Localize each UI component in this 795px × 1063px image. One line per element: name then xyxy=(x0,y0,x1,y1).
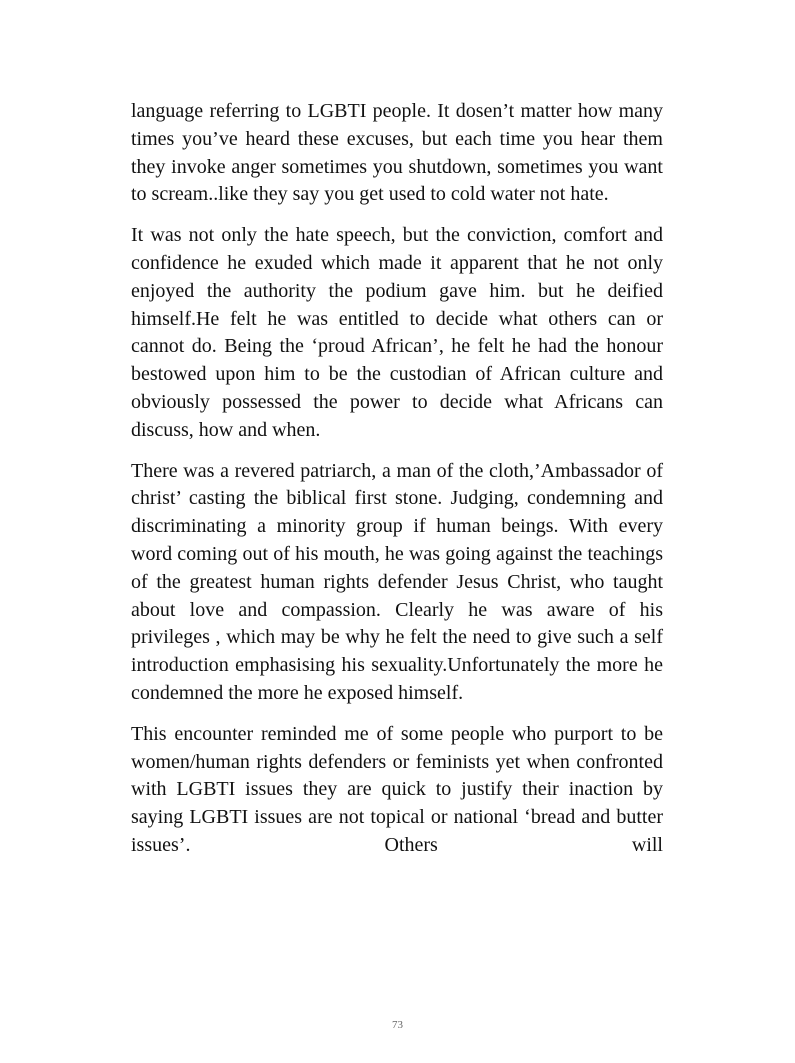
page-number: 73 xyxy=(392,1019,403,1031)
paragraph-2: It was not only the hate speech, but the conviction, comfort and confidence he exuded which made it apparent that he not only enjoyed the authority the podium gave him. but he deified himself.He felt he was entitled to decide what others can or cannot do. Being the ‘proud African’, he felt he had the honour bestowed upon him to be the custodian of African culture and obviously possessed the power to decide what Africans can discuss, how and when. xyxy=(131,224,663,441)
body-text xyxy=(131,98,663,873)
paragraph-1: language referring to LGBTI people. It dosen’t matter how many times you’ve heard these excuses, but each time you hear them they invoke anger sometimes you shutdown, sometimes you want to scream..like they say you get used to cold water not hate. xyxy=(131,100,663,206)
paragraph-4: This encounter reminded me of some people who purport to be women/human rights defenders or feminists yet when confronted with LGBTI issues they are quick to justify their inaction by saying LGBTI issues are not topical or national ‘bread and butter issues’. Others will xyxy=(131,722,663,856)
paragraph-3: There was a revered patriarch, a man of the cloth,’Ambassador of christ’ casting the biblical first stone. Judging, condemning and discriminating a minority group if human beings. With every word coming out of his mouth, he was going against the teachings of the greatest human rights defender Jesus Christ, who taught about love and compassion. Clearly he was aware of his privileges , which may be why he felt the need to give such a self introduction emphasising his sexuality.Unfortunately the more he condemned the more he exposed himself. xyxy=(131,459,663,704)
